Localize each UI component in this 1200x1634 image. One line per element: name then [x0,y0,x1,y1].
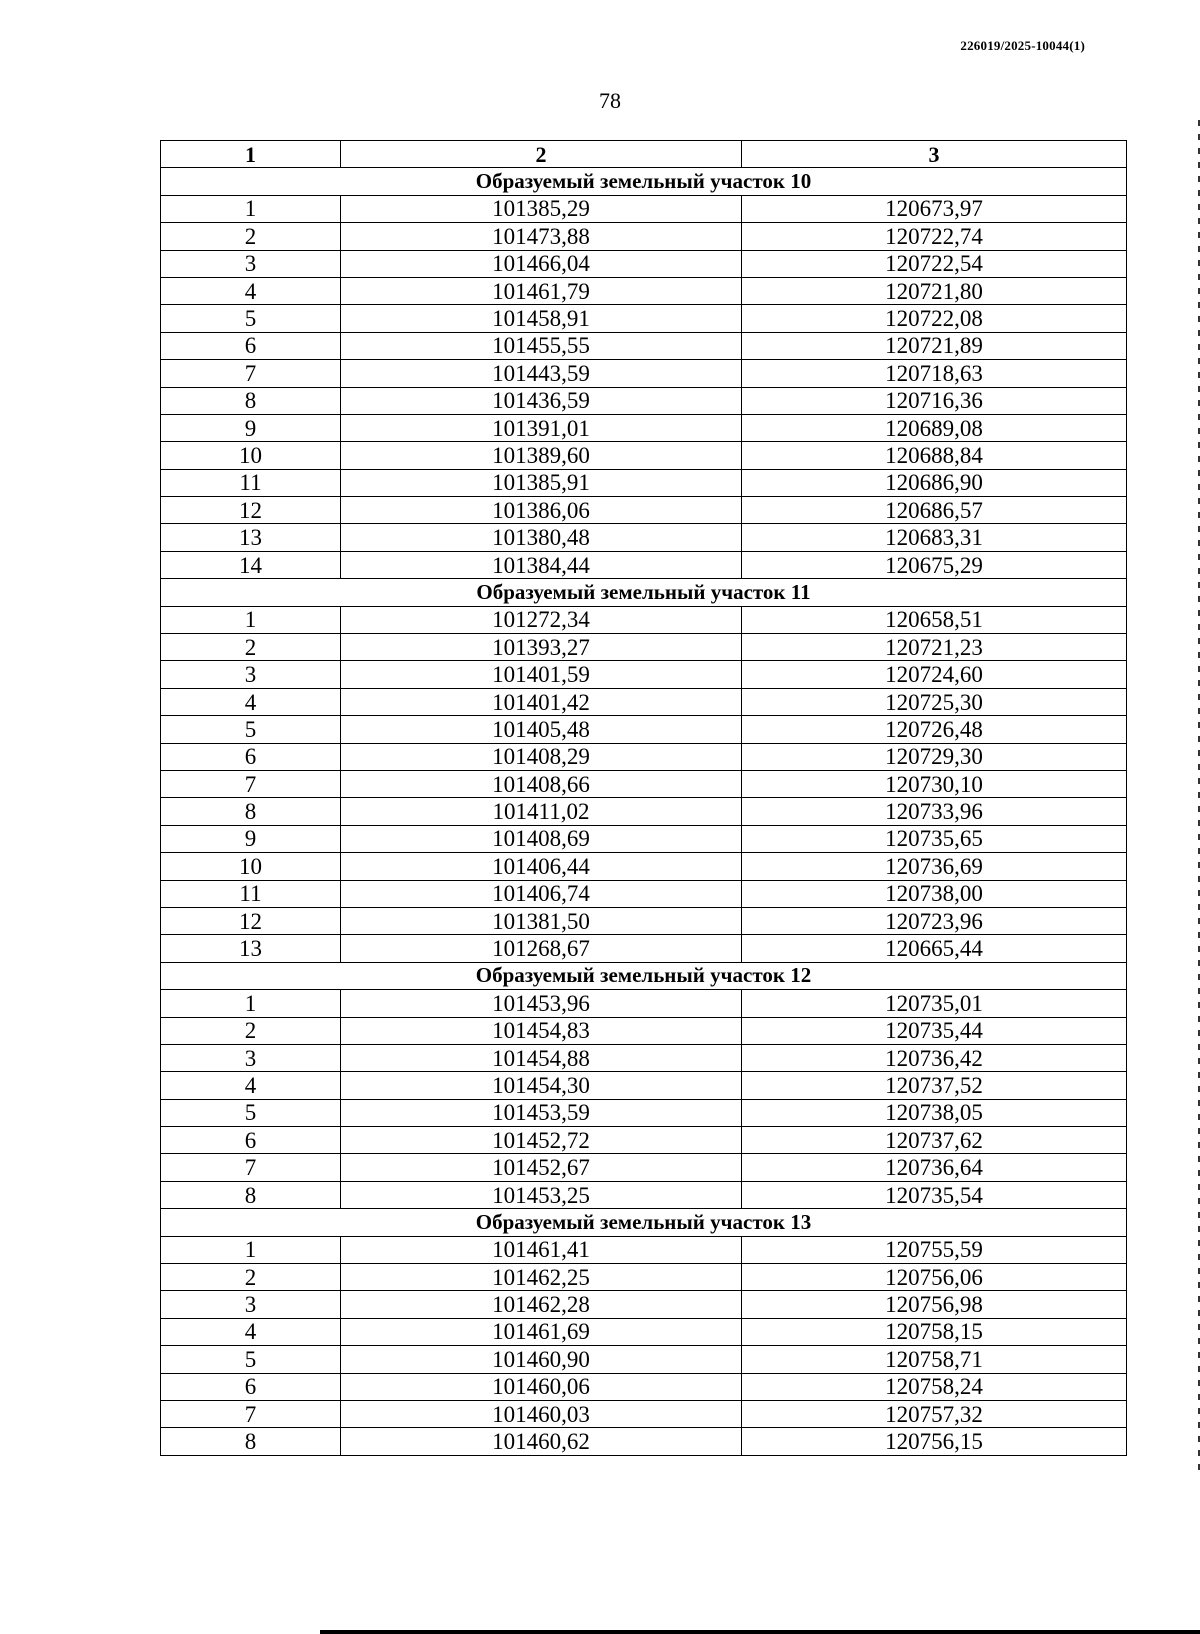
point-number: 4 [161,1072,341,1099]
header-col-1: 1 [161,141,341,168]
coordinate-y: 120735,44 [742,1017,1127,1044]
coordinate-x: 101454,30 [341,1072,742,1099]
coordinate-x: 101454,83 [341,1017,742,1044]
point-number: 5 [161,1346,341,1373]
table-header [161,141,1127,168]
coordinate-y: 120757,32 [742,1400,1127,1427]
coordinate-x: 101462,25 [341,1264,742,1291]
point-number: 2 [161,634,341,661]
point-number: 12 [161,907,341,934]
table-row [161,1264,1127,1291]
coordinate-x: 101385,29 [341,195,742,222]
coordinate-x: 101466,04 [341,250,742,277]
coordinate-y: 120737,62 [742,1127,1127,1154]
coordinate-y: 120722,54 [742,250,1127,277]
point-number: 1 [161,990,341,1017]
coordinate-x: 101384,44 [341,551,742,578]
coordinate-y: 120686,57 [742,497,1127,524]
coordinate-x: 101406,44 [341,853,742,880]
coordinate-y: 120736,42 [742,1044,1127,1071]
coordinate-x: 101381,50 [341,907,742,934]
coordinate-x: 101393,27 [341,634,742,661]
point-number: 11 [161,469,341,496]
coordinate-x: 101386,06 [341,497,742,524]
coordinate-y: 120738,00 [742,880,1127,907]
table-row [161,798,1127,825]
coordinate-y: 120758,71 [742,1346,1127,1373]
coordinate-y: 120735,65 [742,825,1127,852]
coordinate-x: 101401,59 [341,661,742,688]
coordinate-x: 101452,67 [341,1154,742,1181]
point-number: 4 [161,1318,341,1345]
coordinate-x: 101389,60 [341,442,742,469]
table-row [161,1154,1127,1181]
coordinate-y: 120758,24 [742,1373,1127,1400]
coordinate-y: 120665,44 [742,935,1127,962]
header-row [161,141,1127,168]
section-title-row [161,168,1127,195]
document-id: 226019/2025-10044(1) [960,38,1085,53]
coordinate-y: 120686,90 [742,469,1127,496]
table-row [161,524,1127,551]
table-row [161,880,1127,907]
coordinate-x: 101408,29 [341,743,742,770]
coordinate-x: 101453,59 [341,1099,742,1126]
coordinate-x: 101380,48 [341,524,742,551]
point-number: 8 [161,1181,341,1208]
point-number: 7 [161,360,341,387]
coordinate-y: 120716,36 [742,387,1127,414]
table-row [161,1373,1127,1400]
table-row [161,305,1127,332]
coordinate-y: 120756,15 [742,1428,1127,1455]
table-row [161,497,1127,524]
section-title: Образуемый земельный участок 10 [161,168,1127,195]
coordinate-y: 120756,98 [742,1291,1127,1318]
coordinate-y: 120658,51 [742,606,1127,633]
coordinate-x: 101461,79 [341,277,742,304]
table-row [161,634,1127,661]
coordinates-table [160,140,1127,1456]
table-row [161,907,1127,934]
point-number: 1 [161,606,341,633]
point-number: 11 [161,880,341,907]
table-row [161,195,1127,222]
section-title: Образуемый земельный участок 12 [161,962,1127,989]
table-row [161,1346,1127,1373]
coordinate-x: 101408,69 [341,825,742,852]
table-row [161,1400,1127,1427]
point-number: 2 [161,1017,341,1044]
coordinate-y: 120718,63 [742,360,1127,387]
point-number: 10 [161,442,341,469]
coordinate-x: 101385,91 [341,469,742,496]
table-row [161,1017,1127,1044]
coordinate-y: 120673,97 [742,195,1127,222]
coordinate-x: 101460,62 [341,1428,742,1455]
coordinate-y: 120675,29 [742,551,1127,578]
coordinate-x: 101473,88 [341,223,742,250]
table-row [161,1044,1127,1071]
coordinate-y: 120735,54 [742,1181,1127,1208]
coordinate-x: 101408,66 [341,770,742,797]
point-number: 5 [161,305,341,332]
coordinate-y: 120721,23 [742,634,1127,661]
point-number: 13 [161,524,341,551]
table-row [161,853,1127,880]
coordinate-y: 120729,30 [742,743,1127,770]
coordinate-y: 120736,64 [742,1154,1127,1181]
section-title-row [161,1209,1127,1236]
coordinate-x: 101436,59 [341,387,742,414]
coordinate-y: 120730,10 [742,770,1127,797]
coordinate-x: 101461,69 [341,1318,742,1345]
table-row [161,770,1127,797]
coordinate-x: 101272,34 [341,606,742,633]
coordinate-x: 101452,72 [341,1127,742,1154]
coordinate-x: 101268,67 [341,935,742,962]
coordinate-y: 120755,59 [742,1236,1127,1263]
section-title-row [161,579,1127,606]
coordinate-x: 101453,96 [341,990,742,1017]
point-number: 10 [161,853,341,880]
coordinate-x: 101391,01 [341,414,742,441]
point-number: 9 [161,825,341,852]
table-row [161,332,1127,359]
point-number: 6 [161,1127,341,1154]
coordinate-y: 120724,60 [742,661,1127,688]
table-row [161,223,1127,250]
table-row [161,990,1127,1017]
point-number: 4 [161,688,341,715]
table-row [161,1236,1127,1263]
point-number: 1 [161,195,341,222]
header-col-3: 3 [742,141,1127,168]
point-number: 7 [161,1154,341,1181]
table-row [161,442,1127,469]
coordinate-x: 101458,91 [341,305,742,332]
coordinate-y: 120721,89 [742,332,1127,359]
table-row [161,1291,1127,1318]
table-row [161,743,1127,770]
coordinate-y: 120726,48 [742,716,1127,743]
coordinate-x: 101460,90 [341,1346,742,1373]
point-number: 5 [161,1099,341,1126]
coordinate-x: 101460,06 [341,1373,742,1400]
coordinate-x: 101401,42 [341,688,742,715]
coordinate-y: 120758,15 [742,1318,1127,1345]
table-row [161,360,1127,387]
coordinate-y: 120733,96 [742,798,1127,825]
section-title: Образуемый земельный участок 11 [161,579,1127,606]
table-row [161,1072,1127,1099]
coordinate-y: 120721,80 [742,277,1127,304]
point-number: 6 [161,332,341,359]
table-row [161,414,1127,441]
point-number: 7 [161,770,341,797]
coordinate-y: 120737,52 [742,1072,1127,1099]
point-number: 2 [161,1264,341,1291]
point-number: 4 [161,277,341,304]
coordinate-x: 101454,88 [341,1044,742,1071]
header-col-2: 2 [341,141,742,168]
coordinate-x: 101411,02 [341,798,742,825]
table-row [161,277,1127,304]
page-number: 78 [599,88,621,113]
point-number: 3 [161,1291,341,1318]
point-number: 8 [161,798,341,825]
point-number: 6 [161,1373,341,1400]
coordinate-y: 120688,84 [742,442,1127,469]
point-number: 8 [161,387,341,414]
table-row [161,387,1127,414]
coordinate-y: 120725,30 [742,688,1127,715]
coordinate-y: 120738,05 [742,1099,1127,1126]
coordinate-y: 120723,96 [742,907,1127,934]
table-row [161,935,1127,962]
bottom-scan-line [320,1630,1200,1634]
point-number: 3 [161,661,341,688]
coordinate-y: 120736,69 [742,853,1127,880]
table-row [161,825,1127,852]
point-number: 3 [161,1044,341,1071]
coordinate-x: 101453,25 [341,1181,742,1208]
table-row [161,1318,1127,1345]
point-number: 13 [161,935,341,962]
table-row [161,661,1127,688]
point-number: 7 [161,1400,341,1427]
point-number: 1 [161,1236,341,1263]
coordinate-x: 101405,48 [341,716,742,743]
point-number: 12 [161,497,341,524]
table-row [161,716,1127,743]
section-title: Образуемый земельный участок 13 [161,1209,1127,1236]
coordinate-x: 101443,59 [341,360,742,387]
coordinate-x: 101462,28 [341,1291,742,1318]
point-number: 2 [161,223,341,250]
coordinate-y: 120683,31 [742,524,1127,551]
coordinate-y: 120689,08 [742,414,1127,441]
coordinate-y: 120735,01 [742,990,1127,1017]
table-body [161,168,1127,1455]
coordinate-x: 101455,55 [341,332,742,359]
coordinate-x: 101461,41 [341,1236,742,1263]
table-row [161,1181,1127,1208]
table-row [161,1127,1127,1154]
coordinate-y: 120722,08 [742,305,1127,332]
section-title-row [161,962,1127,989]
point-number: 3 [161,250,341,277]
point-number: 8 [161,1428,341,1455]
table-row [161,1428,1127,1455]
point-number: 5 [161,716,341,743]
table-row [161,469,1127,496]
table-row [161,551,1127,578]
table-row [161,688,1127,715]
point-number: 6 [161,743,341,770]
coordinate-y: 120722,74 [742,223,1127,250]
point-number: 9 [161,414,341,441]
table-row [161,1099,1127,1126]
table-row [161,606,1127,633]
coordinate-x: 101460,03 [341,1400,742,1427]
table-row [161,250,1127,277]
coordinate-y: 120756,06 [742,1264,1127,1291]
coordinate-x: 101406,74 [341,880,742,907]
point-number: 14 [161,551,341,578]
